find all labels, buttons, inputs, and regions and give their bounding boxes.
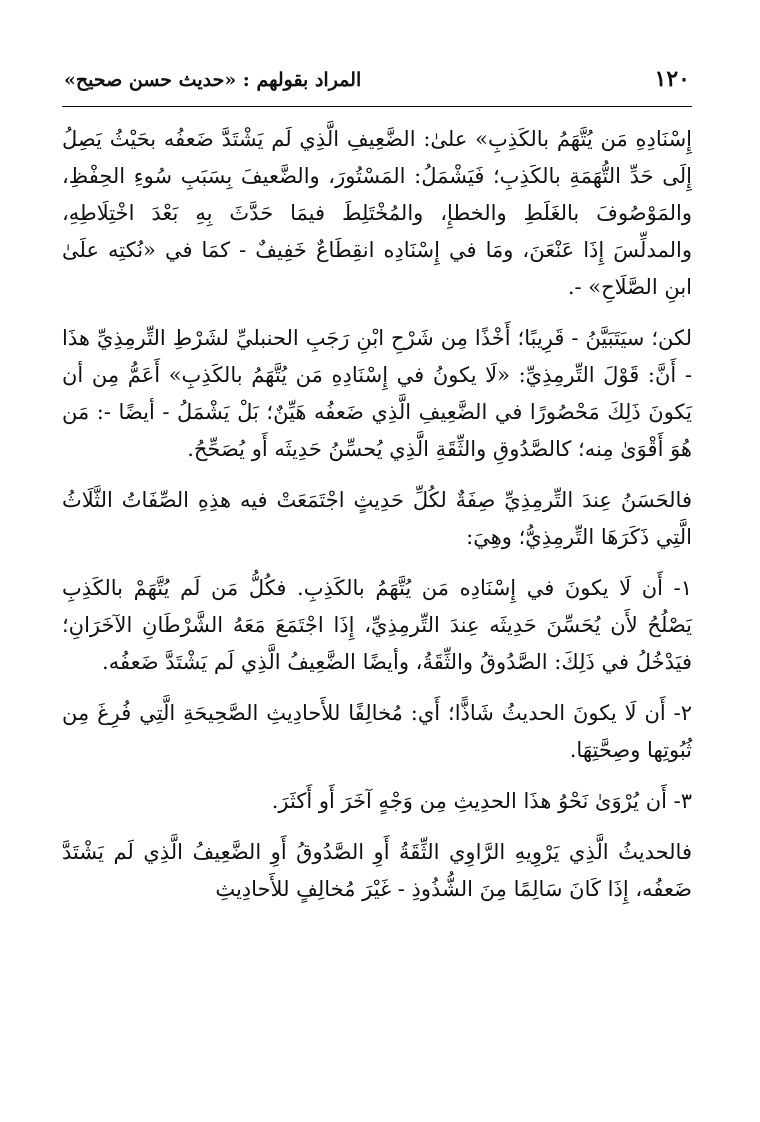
paragraph-2: لكن؛ سيَتَبَيَّنُ - قَرِيبًا؛ أَخْذًا مِن شَرْحِ ابْنِ رَجَبِ الحنبليِّ لشَرْطِ التِّرمِذِيِّ هذَا - أَنَّ: قَوْلَ التِّرمِذِيِّ: «لَا يكونُ في إِسْنَادِهِ مَن يُتَّهَمُ بالكَذِبِ» أَعَمُّ مِن أن يَكونَ ذَلِكَ مَحْصُورًا في الضَّعِيفِ الَّذِي ضَعفُه هَيِّنٌ؛ بَلْ يَشْمَلُ - أيضًا -: مَن هُوَ أَقْوَىٰ مِنه؛ كالصَّدُوقِ والثِّقَةِ الَّذِي يُحسِّنُ حَدِيثَه أَو يُصَحِّحُ. (62, 326, 692, 461)
paragraph-1: إِسْنَادِهِ مَن يُتَّهَمُ بالكَذِبِ» علىٰ: الضَّعِيفِ الَّذِي لَم يَشْتَدَّ ضَعفُه بحَيْثُ يَصِلُ إِلَى حَدِّ التُّهَمَةِ بالكَذِبِ؛ فَيَشْمَلُ: المَسْتُورَ، والضَّعيفَ بِسَبَبِ سُوءِ الحِفْظِ، والمَوْصُوفَ بالغَلَطِ والخطإِ، والمُخْتَلِطَ فيمَا حَدَّثَ بِهِ بَعْدَ اخْتِلَاطِهِ، والمدلِّسَ إِذَا عَنْعَنَ، ومَا في إِسْنَادِه انقِطَاعٌ خَفِيفٌ - كمَا في «نُكتِه علَىٰ ابنِ الصَّلَاحِ» -. (62, 127, 692, 299)
running-title: المراد بقولهم : «حديث حسن صحيح» (64, 69, 362, 91)
page-header (62, 66, 692, 100)
document-page (62, 66, 692, 908)
page-number: ١٢٠ (654, 66, 690, 92)
paragraph-3: فالحَسَنُ عِندَ التِّرمِذِيِّ صِفَةٌ لكُلِّ حَدِيثٍ اجْتَمَعَتْ فيه هذِهِ الصِّفَاتُ الثَّلَاثُ الَّتِي ذَكَرَهَا التِّرمِذِيُّ؛ وهِيَ: (62, 488, 692, 549)
header-divider (62, 106, 692, 107)
numbered-item-2: ٢- أَن لَا يكونَ الحديثُ شَاذًّا؛ أَي: مُخالِفًا للأَحادِيثِ الصَّحِيحَةِ الَّتِي فُرِغَ مِن ثُبُوتِها وصِحَّتِهَا. (62, 701, 692, 762)
numbered-item-3: ٣- أَن يُرْوَىٰ نَحْوُ هذَا الحدِيثِ مِن وَجْهٍ آخَرَ أَو أَكثَرَ. (271, 789, 692, 813)
page-body (62, 121, 692, 908)
numbered-item-1: ١- أَن لَا يكونَ في إِسْنَادِه مَن يُتَّهَمُ بالكَذِبِ. فكُلُّ مَن لَم يُتَّهَمْ بالكَذِبِ يَصْلُحُ لأَن يُحَسِّنَ حَدِيثَه عِندَ التِّرمِذِيِّ، إِذَا اجْتَمَعَ مَعَهُ الشَّرْطَانِ الآخَرَانِ؛ فيَدْخُلُ في ذَلِكَ: الصَّدُوقُ والثِّقَةُ، وأيضًا الضَّعِيفُ الَّذِي لَم يَشْتَدَّ ضَعفُه. (62, 576, 692, 674)
paragraph-4: فالحديثُ الَّذِي يَرْوِيهِ الرَّاوِي الثِّقَةُ أَوِ الصَّدُوقُ أَوِ الضَّعِيفُ الَّذِي لَم يَشْتَدَّ ضَعفُه، إِذَا كَانَ سَالِمًا مِنَ الشُّذُوذِ - غَيْرَ مُخالِفٍ للأَحادِيثِ (62, 840, 692, 901)
